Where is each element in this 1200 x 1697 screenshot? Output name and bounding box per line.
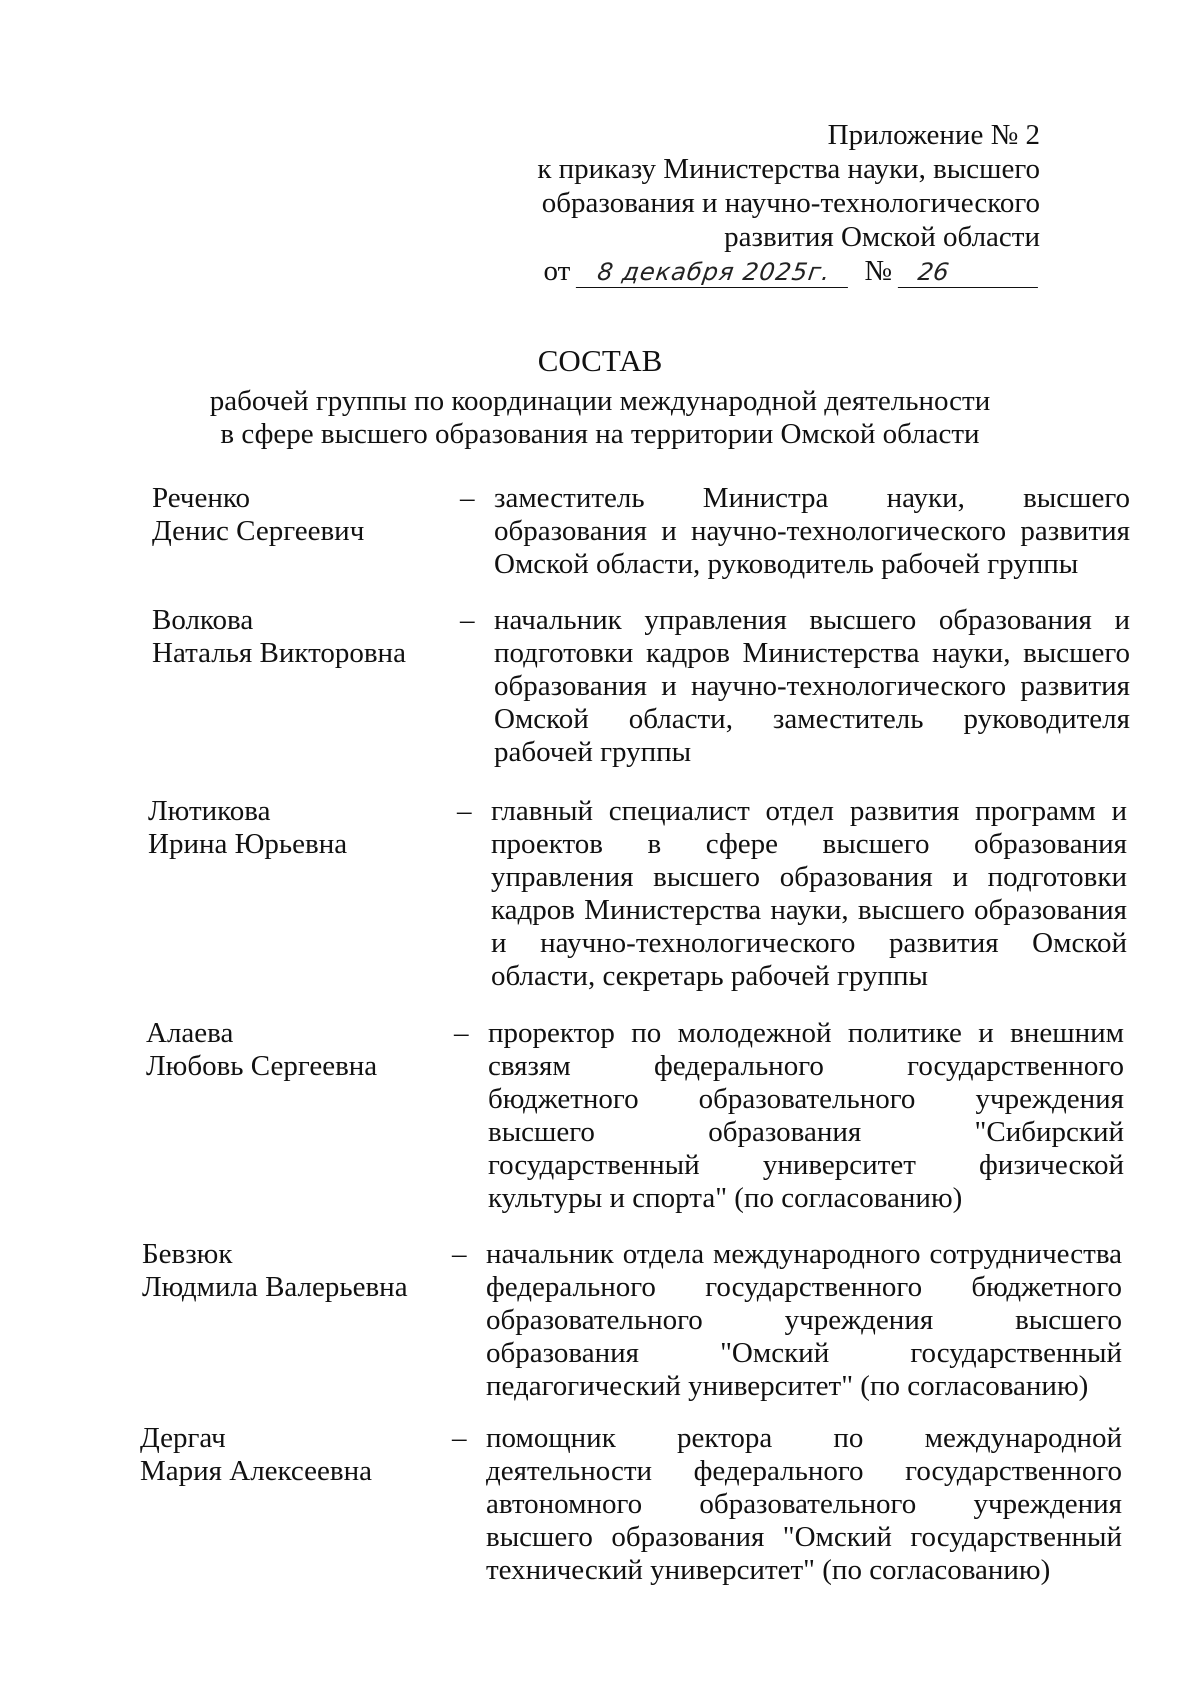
document-title-block xyxy=(0,344,1200,451)
member-dash: – xyxy=(457,795,472,827)
member-role: начальник управления высшего образования и подготовки кадров Министерства науки, высшего образования и научно-технологического развития Омской области, заместитель руководителя рабочей группы xyxy=(494,604,1130,768)
member-dash: – xyxy=(452,1422,467,1454)
document-title: СОСТАВ xyxy=(537,343,663,378)
member-role: помощник ректора по международной деятельности федерального государственного автономного образовательного учреждения высшего образования "Омский государственный технический университет" (по согласованию) xyxy=(486,1422,1122,1586)
member-given-names: Любовь Сергеевна xyxy=(146,1050,378,1082)
member-dash: – xyxy=(460,604,475,636)
member-surname: Алаева xyxy=(146,1017,234,1049)
handwritten-number: 26 xyxy=(898,257,1042,288)
number-label: № xyxy=(864,255,892,287)
member-name xyxy=(152,482,442,548)
appendix-title: Приложение № 2 xyxy=(827,119,1040,151)
member-given-names: Людмила Валерьевна xyxy=(142,1271,408,1303)
handwritten-date: 8 декабря 2025г. xyxy=(576,257,852,288)
appendix-line-2: к приказу Министерства науки, высшего xyxy=(537,153,1040,185)
appendix-line-4: развития Омской области xyxy=(724,221,1040,253)
appendix-header xyxy=(537,118,1040,288)
member-given-names: Мария Алексеевна xyxy=(140,1455,372,1487)
document-subtitle-line-2: в сфере высшего образования на территории Омской области xyxy=(220,418,980,450)
member-given-names: Наталья Викторовна xyxy=(152,637,406,669)
from-label: от xyxy=(543,255,571,287)
member-surname: Волкова xyxy=(152,604,254,636)
member-surname: Бевзюк xyxy=(142,1238,233,1270)
member-role: начальник отдела международного сотрудничества федерального государственного бюджетного образовательного учреждения высшего образования "Омский государственный педагогический университет" (по согласованию) xyxy=(486,1238,1122,1402)
member-surname: Дергач xyxy=(140,1422,226,1454)
member-name xyxy=(148,795,438,861)
member-dash: – xyxy=(460,482,475,514)
order-date-number-line xyxy=(537,254,1040,288)
member-name xyxy=(152,604,442,670)
member-dash: – xyxy=(454,1017,469,1049)
member-surname: Лютикова xyxy=(148,795,271,827)
member-role: главный специалист отдел развития программ и проектов в сфере высшего образования управления высшего образования и подготовки кадров Министерства науки, высшего образования и научно-технологического развития Омской области, секретарь рабочей группы xyxy=(491,795,1127,992)
member-given-names: Денис Сергеевич xyxy=(152,515,365,547)
member-surname: Реченко xyxy=(152,482,250,514)
member-name xyxy=(140,1422,430,1488)
member-name xyxy=(142,1238,432,1304)
member-role: проректор по молодежной политике и внешним связям федерального государственного бюджетного образовательного учреждения высшего образования "Сибирский государственный университет физической культуры и спорта" (по согласованию) xyxy=(488,1017,1124,1214)
member-given-names: Ирина Юрьевна xyxy=(148,828,348,860)
appendix-line-3: образования и научно-технологического xyxy=(541,187,1040,219)
document-subtitle-line-1: рабочей группы по координации международной деятельности xyxy=(209,385,991,417)
member-role: заместитель Министра науки, высшего образования и научно-технологического развития Омской области, руководитель рабочей группы xyxy=(494,482,1130,580)
member-name xyxy=(146,1017,436,1083)
member-dash: – xyxy=(452,1238,467,1270)
